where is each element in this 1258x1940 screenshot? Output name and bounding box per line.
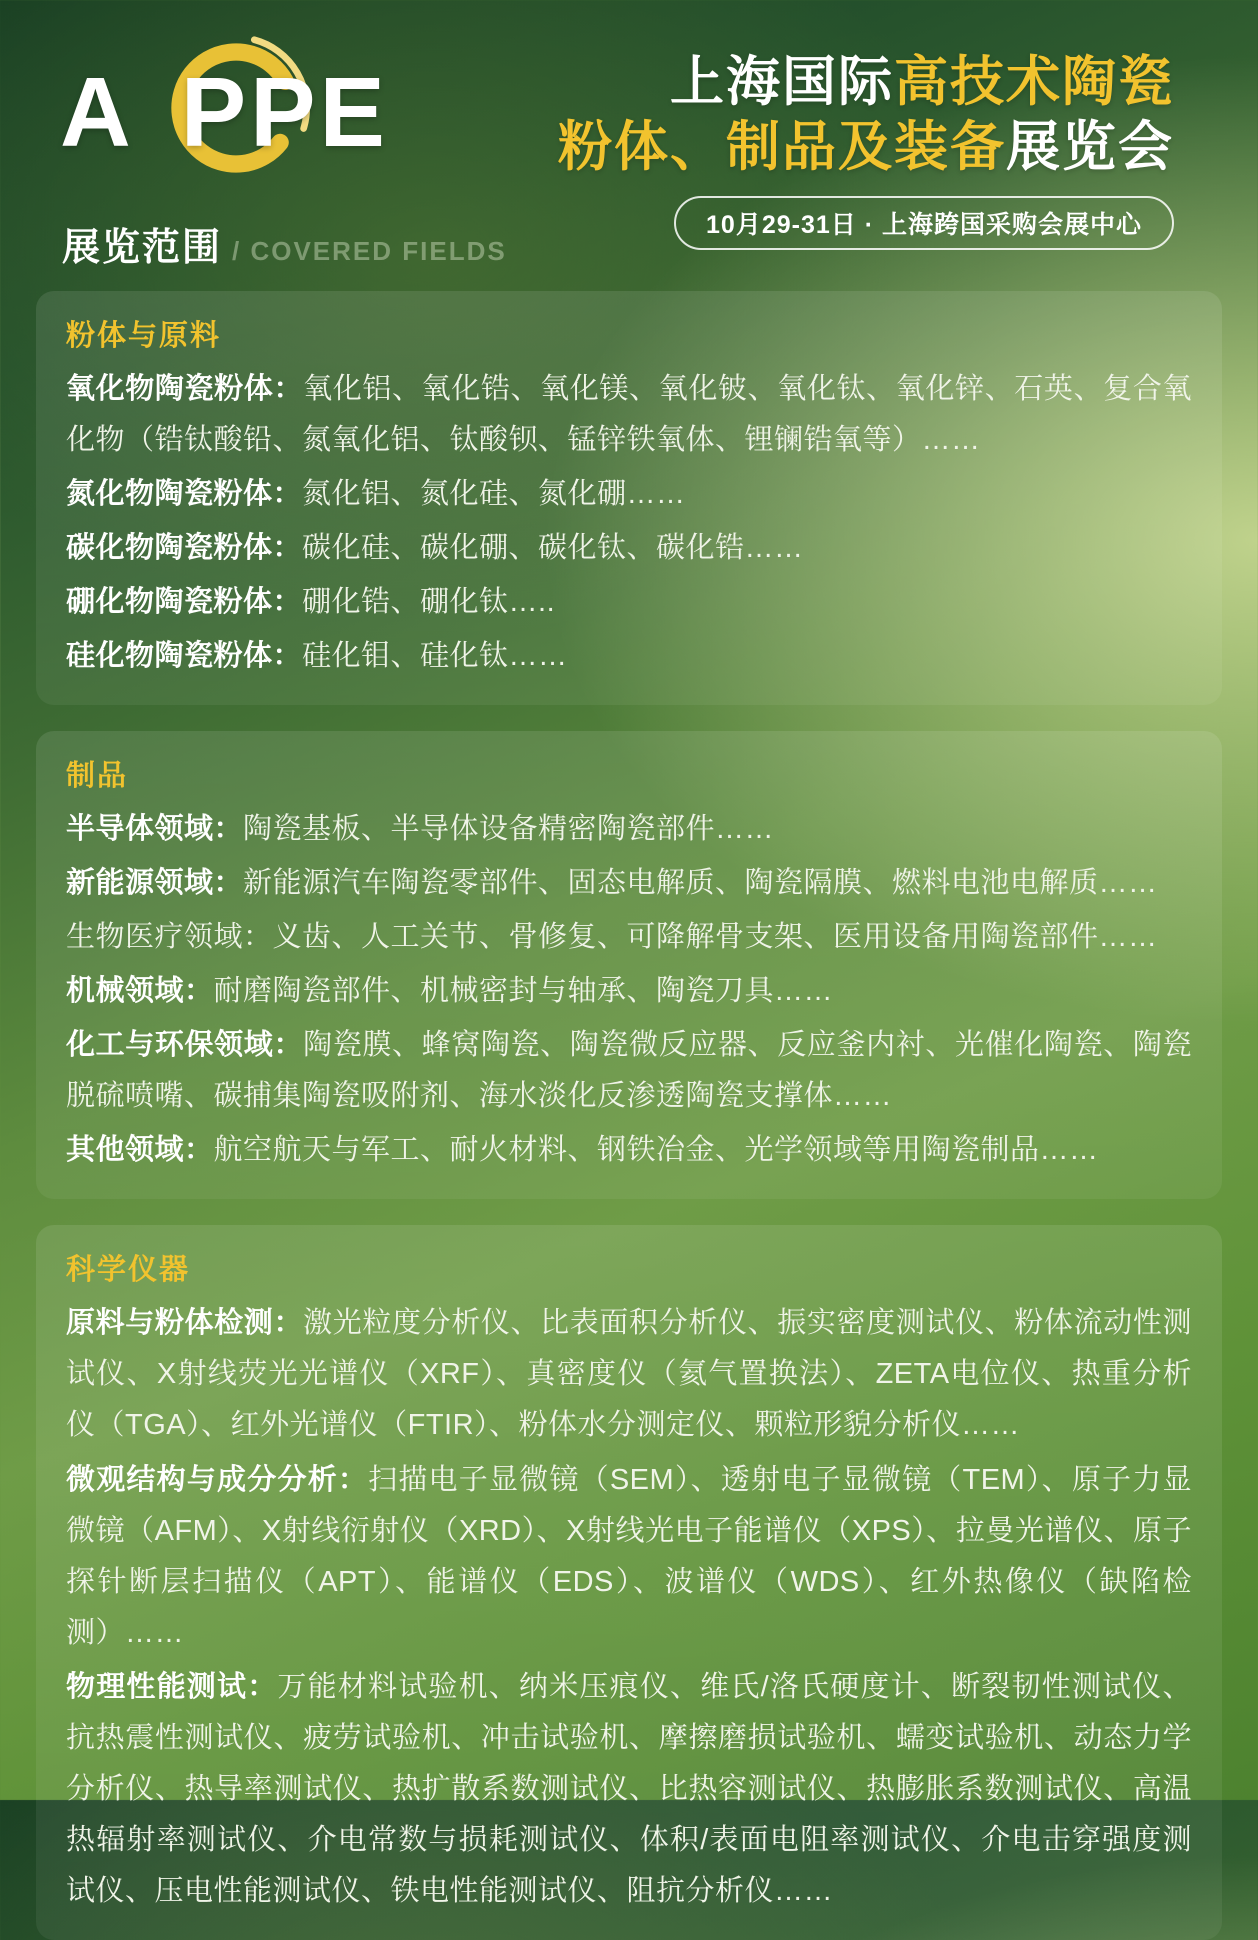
field-item — [66, 1125, 1192, 1176]
field-item — [66, 1298, 1192, 1451]
item-text: 氧化铝、氧化锆、氧化镁、氧化铍、氧化钛、氧化锌、石英、复合氧化物（锆钛酸铅、氮氧化铝、钛酸钡、锰锌铁氧体、锂镧锆氧等）…… — [66, 373, 1192, 457]
item-text: 新能源汽车陶瓷零部件、固态电解质、陶瓷隔膜、燃料电池电解质…… — [243, 867, 1158, 900]
title-line-1 — [558, 50, 1174, 115]
item-text: 陶瓷基板、半导体设备精密陶瓷部件…… — [243, 813, 775, 846]
logo-letters — [60, 56, 389, 169]
page-heading-zh: 展览范围 — [62, 227, 223, 269]
logo-letter-a: A — [60, 57, 135, 167]
field-item — [66, 469, 1192, 520]
field-item — [66, 1455, 1192, 1659]
item-label: 氧化物陶瓷粉体： — [66, 373, 304, 405]
item-label: 微观结构与成分分析： — [66, 1463, 369, 1496]
acppe-logo — [60, 34, 460, 184]
item-text: 激光粒度分析仪、比表面积分析仪、振实密度测试仪、粉体流动性测试仪、X射线荧光光谱仪（XRF）、真密度仪（氦气置换法）、ZETA电位仪、热重分析仪（TGA）、红外光谱仪（FTIR）、粉体水分测定仪、颗粒形貌分析仪…… — [66, 1307, 1192, 1442]
item-text: 氮化铝、氮化硅、氮化硼…… — [302, 478, 686, 511]
section-title: 粉体与原料 — [66, 320, 222, 352]
item-text: 航空航天与军工、耐火材料、钢铁冶金、光学领域等用陶瓷制品…… — [213, 1134, 1099, 1167]
item-label: 其他领域： — [66, 1134, 214, 1167]
item-text: 扫描电子显微镜（SEM）、透射电子显微镜（TEM）、原子力显微镜（AFM）、X射线衍射仪（XRD）、X射线光电子能谱仪（XPS）、拉曼光谱仪、原子探针断层扫描仪（APT）、能谱仪（EDS）、波谱仪（WDS）、红外热像仪（缺陷检测）…… — [66, 1463, 1192, 1649]
section-title: 制品 — [66, 760, 129, 793]
title-line-2 — [558, 115, 1174, 180]
item-text: 陶瓷膜、蜂窝陶瓷、陶瓷微反应器、反应釜内衬、光催化陶瓷、陶瓷脱硫喷嘴、碳捕集陶瓷吸附剂、海水淡化反渗透陶瓷支撑体…… — [66, 1029, 1192, 1113]
item-text: 硅化钼、硅化钛…… — [302, 640, 568, 673]
item-label: 生物医疗领域： — [66, 921, 273, 954]
section-powders-panel — [36, 291, 1222, 705]
item-label: 硼化物陶瓷粉体： — [66, 586, 303, 619]
section-title: 科学仪器 — [66, 1254, 191, 1287]
logo-letters-ppe: PPE — [180, 57, 389, 167]
field-item — [66, 1662, 1192, 1917]
header — [0, 0, 1258, 239]
date-venue-badge: 10月29-31日 · 上海跨国采购会展中心 — [674, 196, 1174, 250]
covered-fields-subtitle: / COVERED FIELDS — [232, 236, 507, 266]
item-label: 硅化物陶瓷粉体： — [66, 640, 303, 673]
field-item — [66, 1020, 1192, 1122]
field-item — [66, 364, 1192, 466]
title-line2-yellow: 粉体、制品及装备 — [558, 116, 1006, 177]
item-text: 耐磨陶瓷部件、机械密封与轴承、陶瓷刀具…… — [213, 975, 834, 1008]
item-label: 机械领域： — [66, 975, 214, 1008]
title-line2-white: 展览会 — [1006, 116, 1174, 177]
title-line1-white: 上海国际 — [670, 52, 894, 112]
item-label: 物理性能测试： — [66, 1670, 278, 1703]
item-label: 氮化物陶瓷粉体： — [66, 478, 303, 511]
item-text: 义齿、人工关节、骨修复、可降解骨支架、医用设备用陶瓷部件…… — [272, 921, 1158, 954]
field-item — [66, 804, 1192, 855]
exhibition-title — [558, 50, 1174, 250]
field-item — [66, 966, 1192, 1017]
item-label: 原料与粉体检测： — [66, 1307, 304, 1340]
item-text: 碳化硅、碳化硼、碳化钛、碳化锆…… — [302, 532, 804, 565]
item-label: 新能源领域： — [66, 867, 244, 900]
item-text: 万能材料试验机、纳米压痕仪、维氏/洛氏硬度计、断裂韧性测试仪、抗热震性测试仪、疲劳试验机、冲击试验机、摩擦磨损试验机、蠕变试验机、动态力学分析仪、热导率测试仪、热扩散系数测试仪、比热容测试仪、热膨胀系数测试仪、高温热辐射率测试仪、介电常数与损耗测试仪、体积/表面电阻率测试仪、介电击穿强度测试仪、压电性能测试仪、铁电性能测试仪、阻抗分析仪…… — [66, 1670, 1192, 1907]
title-line1-yellow: 高技术陶瓷 — [894, 52, 1174, 112]
field-item — [66, 912, 1192, 963]
item-label: 碳化物陶瓷粉体： — [66, 532, 303, 565]
item-text: 硼化锆、硼化钛….. — [302, 586, 556, 619]
field-item — [66, 631, 1192, 682]
item-label: 化工与环保领域： — [66, 1029, 304, 1062]
item-label: 半导体领域： — [66, 813, 244, 846]
field-item — [66, 858, 1192, 909]
section-products-panel — [36, 731, 1222, 1199]
field-item — [66, 523, 1192, 574]
field-item — [66, 577, 1192, 628]
section-instruments-panel — [36, 1225, 1222, 1939]
